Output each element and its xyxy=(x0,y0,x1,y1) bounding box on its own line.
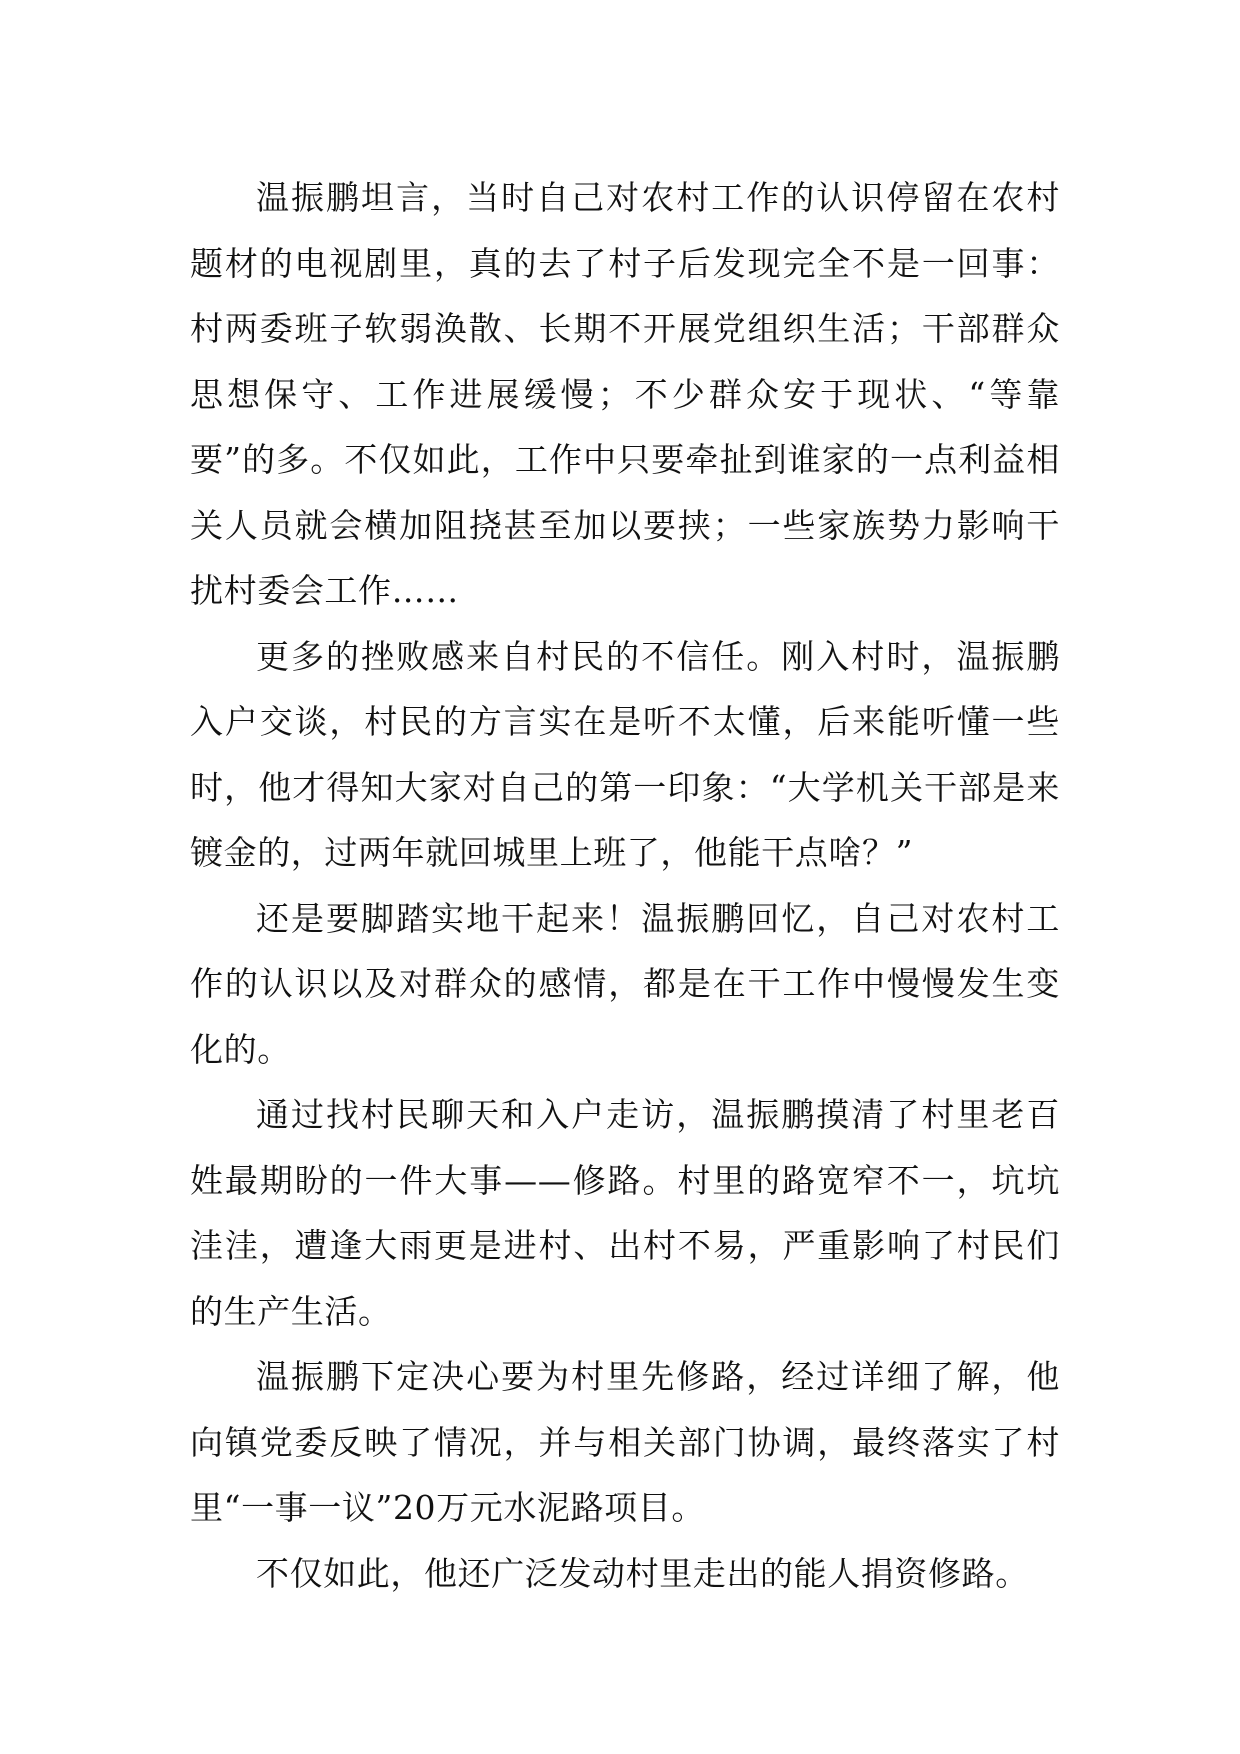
document-page xyxy=(190,165,1060,1606)
paragraph-1: 温振鹏坦言，当时自己对农村工作的认识停留在农村题材的电视剧里，真的去了村子后发现完全不是一回事：村两委班子软弱涣散、长期不开展党组织生活；干部群众思想保守、工作进展缓慢；不少群众安于现状、“等靠要”的多。不仅如此，工作中只要牵扯到谁家的一点利益相关人员就会横加阻挠甚至加以要挟；一些家族势力影响干扰村委会工作…… xyxy=(190,178,1060,610)
paragraph-3: 还是要脚踏实地干起来！温振鹏回忆，自己对农村工作的认识以及对群众的感情，都是在干工作中慢慢发生变化的。 xyxy=(190,898,1060,1069)
paragraph-6: 不仅如此，他还广泛发动村里走出的能人捐资修路。 xyxy=(256,1553,1029,1593)
paragraph-2: 更多的挫败感来自村民的不信任。刚入村时，温振鹏入户交谈，村民的方言实在是听不太懂，后来能听懂一些时，他才得知大家对自己的第一印象：“大学机关干部是来镀金的，过两年就回城里上班了，他能干点啥？” xyxy=(190,636,1060,872)
paragraph-5: 温振鹏下定决心要为村里先修路，经过详细了解，他向镇党委反映了情况，并与相关部门协调，最终落实了村里“一事一议”20万元水泥路项目。 xyxy=(190,1357,1060,1527)
paragraph-4: 通过找村民聊天和入户走访，温振鹏摸清了村里老百姓最期盼的一件大事——修路。村里的路宽窄不一，坑坑洼洼，遭逢大雨更是进村、出村不易，严重影响了村民们的生产生活。 xyxy=(190,1095,1060,1331)
